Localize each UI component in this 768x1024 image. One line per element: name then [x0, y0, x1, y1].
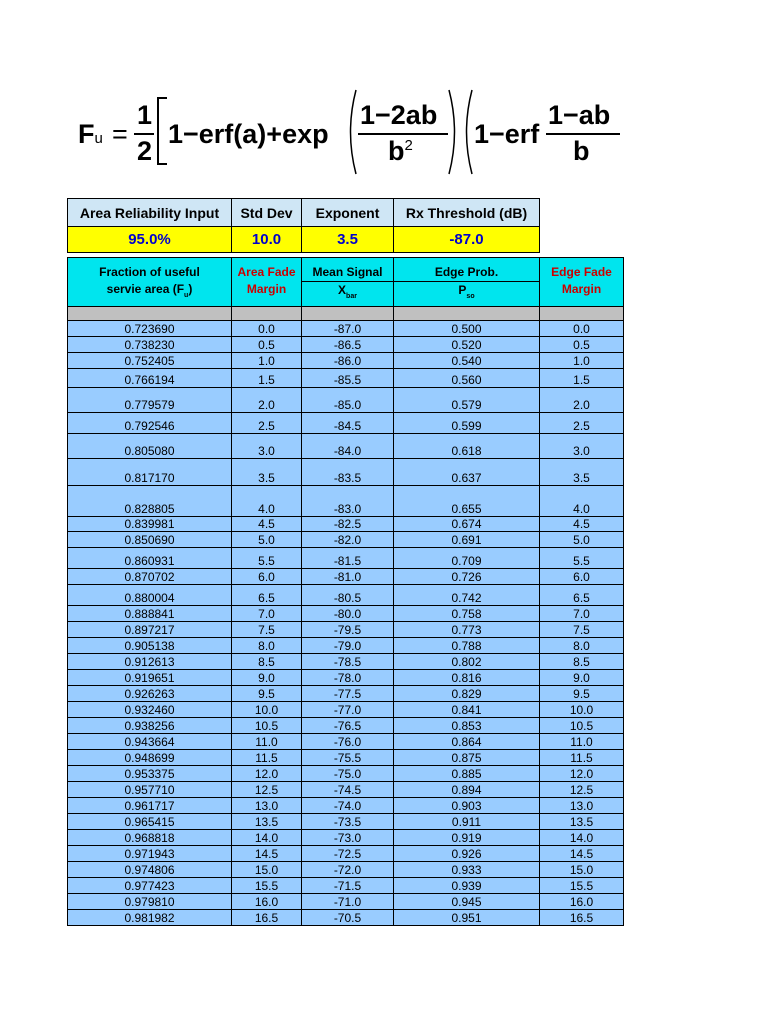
- table-row: [68, 718, 624, 734]
- col-header-edge-fade-line1: Edge Fade: [551, 265, 612, 279]
- mean-signal-cell[interactable]: -76.5: [302, 718, 394, 734]
- area-fade-cell[interactable]: 4.0: [232, 486, 302, 517]
- fraction-cell[interactable]: 0.880004: [68, 585, 232, 606]
- input-table: [67, 198, 540, 253]
- edge-prob-cell[interactable]: 0.926: [394, 846, 540, 862]
- exp-numerator: 1−2ab: [360, 100, 438, 130]
- exp-fraction-bar: [358, 133, 448, 135]
- fraction-cell[interactable]: 0.860931: [68, 548, 232, 569]
- table-row: [68, 388, 624, 413]
- fraction-cell[interactable]: 0.779579: [68, 388, 232, 413]
- edge-fade-cell[interactable]: 2.0: [540, 388, 624, 413]
- input-header-stddev: Std Dev: [232, 199, 302, 227]
- edge-fade-cell[interactable]: 4.5: [540, 517, 624, 532]
- fraction-cell[interactable]: 0.850690: [68, 532, 232, 548]
- mean-signal-cell[interactable]: -74.0: [302, 798, 394, 814]
- area-fade-cell[interactable]: 11.0: [232, 734, 302, 750]
- mean-signal-cell[interactable]: -79.0: [302, 638, 394, 654]
- col-header-edge-prob-line1: Edge Prob.: [434, 265, 499, 279]
- area-fade-cell[interactable]: 7.5: [232, 622, 302, 638]
- fraction-cell[interactable]: 0.752405: [68, 353, 232, 369]
- fraction-cell[interactable]: 0.981982: [68, 910, 232, 926]
- mean-signal-cell[interactable]: -75.5: [302, 750, 394, 766]
- fraction-cell[interactable]: 0.839981: [68, 517, 232, 532]
- edge-fade-cell[interactable]: 4.0: [540, 486, 624, 517]
- col-header-area-fade-line1: Area Fade: [237, 265, 296, 279]
- table-row: [68, 830, 624, 846]
- table-row: [68, 686, 624, 702]
- mean-signal-cell[interactable]: -70.5: [302, 910, 394, 926]
- area-fade-cell[interactable]: 4.5: [232, 517, 302, 532]
- area-fade-cell[interactable]: 14.0: [232, 830, 302, 846]
- edge-prob-cell[interactable]: 0.540: [394, 353, 540, 369]
- mean-signal-cell[interactable]: -86.0: [302, 353, 394, 369]
- table-row: [68, 486, 624, 517]
- col-header-fraction: [68, 258, 232, 307]
- table-row: [68, 766, 624, 782]
- area-fade-cell[interactable]: 15.0: [232, 862, 302, 878]
- table-row: [68, 606, 624, 622]
- area-fade-cell[interactable]: 2.5: [232, 413, 302, 434]
- fraction-cell[interactable]: 0.905138: [68, 638, 232, 654]
- table-row: [68, 321, 624, 337]
- area-fade-cell[interactable]: 9.0: [232, 670, 302, 686]
- edge-fade-cell[interactable]: 10.5: [540, 718, 624, 734]
- area-fade-cell[interactable]: 5.0: [232, 532, 302, 548]
- area-fade-cell[interactable]: 1.5: [232, 369, 302, 388]
- edge-prob-cell[interactable]: 0.875: [394, 750, 540, 766]
- edge-prob-cell[interactable]: 0.599: [394, 413, 540, 434]
- table-row: [68, 846, 624, 862]
- erf-denominator: b: [573, 136, 590, 166]
- area-fade-cell[interactable]: 5.5: [232, 548, 302, 569]
- col-header-mean-signal: [302, 258, 394, 307]
- mean-signal-cell[interactable]: -82.5: [302, 517, 394, 532]
- table-row: [68, 517, 624, 532]
- half-numerator: 1: [137, 100, 153, 130]
- edge-fade-cell[interactable]: 6.0: [540, 569, 624, 585]
- area-fade-cell[interactable]: 15.5: [232, 878, 302, 894]
- left-paren-icon: [344, 88, 358, 176]
- edge-fade-cell[interactable]: 16.0: [540, 894, 624, 910]
- spacer-cell: [232, 307, 302, 321]
- mean-signal-cell[interactable]: -71.5: [302, 878, 394, 894]
- formula-lhs: Fu: [78, 119, 103, 149]
- col-header-edge-prob: [394, 258, 540, 307]
- mean-signal-cell[interactable]: -71.0: [302, 894, 394, 910]
- spacer-cell: [302, 307, 394, 321]
- edge-fade-cell[interactable]: 5.5: [540, 548, 624, 569]
- edge-prob-cell[interactable]: 0.933: [394, 862, 540, 878]
- fraction-cell[interactable]: 0.897217: [68, 622, 232, 638]
- formula-part1: 1−erf(a)+exp: [168, 119, 329, 149]
- mean-signal-cell[interactable]: -85.5: [302, 369, 394, 388]
- edge-prob-cell[interactable]: 0.500: [394, 321, 540, 337]
- col-header-area-fade: [232, 258, 302, 307]
- edge-fade-cell[interactable]: 6.5: [540, 585, 624, 606]
- mean-signal-cell[interactable]: -80.0: [302, 606, 394, 622]
- edge-fade-cell[interactable]: 7.0: [540, 606, 624, 622]
- exponent-input[interactable]: 3.5: [302, 227, 394, 253]
- table-row: [68, 862, 624, 878]
- mean-signal-cell[interactable]: -86.5: [302, 337, 394, 353]
- edge-fade-cell[interactable]: 3.5: [540, 459, 624, 486]
- edge-fade-cell[interactable]: 1.0: [540, 353, 624, 369]
- mean-signal-cell[interactable]: -76.0: [302, 734, 394, 750]
- fraction-cell[interactable]: 0.805080: [68, 434, 232, 459]
- edge-prob-cell[interactable]: 0.788: [394, 638, 540, 654]
- col-header-area-fade-line2: Margin: [246, 282, 287, 296]
- table-row: [68, 532, 624, 548]
- table-row: [68, 434, 624, 459]
- input-header-reliability: Area Reliability Input: [68, 199, 232, 227]
- area-fade-cell[interactable]: 16.0: [232, 894, 302, 910]
- edge-prob-cell[interactable]: 0.758: [394, 606, 540, 622]
- edge-prob-cell[interactable]: 0.742: [394, 585, 540, 606]
- edge-fade-cell[interactable]: 9.0: [540, 670, 624, 686]
- std-dev-input[interactable]: 10.0: [232, 227, 302, 253]
- mean-signal-cell[interactable]: -80.5: [302, 585, 394, 606]
- area-fade-cell[interactable]: 13.5: [232, 814, 302, 830]
- mean-signal-cell[interactable]: -77.5: [302, 686, 394, 702]
- area-fade-cell[interactable]: 3.5: [232, 459, 302, 486]
- erf-numerator: 1−ab: [548, 100, 611, 130]
- edge-fade-cell[interactable]: 13.5: [540, 814, 624, 830]
- table-row: [68, 782, 624, 798]
- mean-signal-cell[interactable]: -81.5: [302, 548, 394, 569]
- table-row: [68, 910, 624, 926]
- mean-signal-cell[interactable]: -77.0: [302, 702, 394, 718]
- col-header-edge-fade-line2: Margin: [561, 282, 602, 296]
- edge-prob-cell[interactable]: 0.579: [394, 388, 540, 413]
- fraction-cell[interactable]: 0.828805: [68, 486, 232, 517]
- half-fraction-bar: [134, 133, 154, 135]
- table-row: [68, 638, 624, 654]
- edge-prob-cell[interactable]: 0.674: [394, 517, 540, 532]
- edge-prob-cell[interactable]: 0.841: [394, 702, 540, 718]
- table-row: [68, 413, 624, 434]
- table-row: [68, 459, 624, 486]
- mean-signal-cell[interactable]: -82.0: [302, 532, 394, 548]
- edge-prob-cell[interactable]: 0.691: [394, 532, 540, 548]
- fraction-cell[interactable]: 0.919651: [68, 670, 232, 686]
- fraction-cell[interactable]: 0.938256: [68, 718, 232, 734]
- table-row: [68, 670, 624, 686]
- fraction-cell[interactable]: 0.974806: [68, 862, 232, 878]
- fraction-cell[interactable]: 0.738230: [68, 337, 232, 353]
- mean-signal-cell[interactable]: -74.5: [302, 782, 394, 798]
- table-row: [68, 654, 624, 670]
- table-row: [68, 894, 624, 910]
- edge-fade-cell[interactable]: 2.5: [540, 413, 624, 434]
- area-fade-cell[interactable]: 8.5: [232, 654, 302, 670]
- edge-prob-cell[interactable]: 0.802: [394, 654, 540, 670]
- mean-signal-cell[interactable]: -81.0: [302, 569, 394, 585]
- mean-signal-cell[interactable]: -84.0: [302, 434, 394, 459]
- mean-signal-cell[interactable]: -73.0: [302, 830, 394, 846]
- edge-prob-cell[interactable]: 0.894: [394, 782, 540, 798]
- fraction-cell[interactable]: 0.766194: [68, 369, 232, 388]
- area-fade-cell[interactable]: 6.0: [232, 569, 302, 585]
- area-fade-cell[interactable]: 16.5: [232, 910, 302, 926]
- edge-fade-cell[interactable]: 0.5: [540, 337, 624, 353]
- edge-prob-cell[interactable]: 0.853: [394, 718, 540, 734]
- edge-fade-cell[interactable]: 15.5: [540, 878, 624, 894]
- edge-fade-cell[interactable]: 12.5: [540, 782, 624, 798]
- edge-fade-cell[interactable]: 10.0: [540, 702, 624, 718]
- table-row: [68, 622, 624, 638]
- col-header-mean-signal-line1: Mean Signal: [312, 265, 383, 279]
- table-row: [68, 814, 624, 830]
- col-header-fraction-line2: servie area $(F_u)$: [106, 282, 193, 299]
- left-bracket-icon: [155, 96, 169, 166]
- edge-prob-cell[interactable]: 0.816: [394, 670, 540, 686]
- edge-fade-cell[interactable]: 12.0: [540, 766, 624, 782]
- col-header-mean-signal-line2: $X_{bar}$: [302, 281, 393, 301]
- fraction-cell[interactable]: 0.948699: [68, 750, 232, 766]
- col-header-edge-fade: [540, 258, 624, 307]
- results-body: [68, 321, 624, 926]
- area-fade-cell[interactable]: 10.0: [232, 702, 302, 718]
- fraction-cell[interactable]: 0.888841: [68, 606, 232, 622]
- fraction-cell[interactable]: 0.792546: [68, 413, 232, 434]
- mean-signal-cell[interactable]: -78.5: [302, 654, 394, 670]
- fraction-cell[interactable]: 0.817170: [68, 459, 232, 486]
- fraction-cell[interactable]: 0.965415: [68, 814, 232, 830]
- area-fade-cell[interactable]: 13.0: [232, 798, 302, 814]
- fraction-cell[interactable]: 0.957710: [68, 782, 232, 798]
- edge-fade-cell[interactable]: 8.0: [540, 638, 624, 654]
- edge-prob-cell[interactable]: 0.939: [394, 878, 540, 894]
- edge-prob-cell[interactable]: 0.520: [394, 337, 540, 353]
- rx-threshold-input[interactable]: -87.0: [394, 227, 540, 253]
- edge-fade-cell[interactable]: 14.5: [540, 846, 624, 862]
- edge-prob-cell[interactable]: 0.618: [394, 434, 540, 459]
- input-header-exponent: Exponent: [302, 199, 394, 227]
- mean-signal-cell[interactable]: -87.0: [302, 321, 394, 337]
- mean-signal-cell[interactable]: -75.0: [302, 766, 394, 782]
- mean-signal-cell[interactable]: -72.0: [302, 862, 394, 878]
- mean-signal-cell[interactable]: -84.5: [302, 413, 394, 434]
- mean-signal-cell[interactable]: -85.0: [302, 388, 394, 413]
- area-fade-cell[interactable]: 9.5: [232, 686, 302, 702]
- col-header-edge-prob-line2: $P_{so}$: [394, 281, 539, 301]
- edge-prob-cell[interactable]: 0.829: [394, 686, 540, 702]
- area-fade-cell[interactable]: 0.5: [232, 337, 302, 353]
- edge-fade-cell[interactable]: 9.5: [540, 686, 624, 702]
- edge-prob-cell[interactable]: 0.919: [394, 830, 540, 846]
- table-row: [68, 798, 624, 814]
- results-table: [67, 257, 624, 926]
- fraction-cell[interactable]: 0.968818: [68, 830, 232, 846]
- edge-prob-cell[interactable]: 0.655: [394, 486, 540, 517]
- table-row: [68, 878, 624, 894]
- fraction-cell[interactable]: 0.979810: [68, 894, 232, 910]
- exp-denominator: $b^2$: [388, 136, 413, 166]
- area-fade-cell[interactable]: 0.0: [232, 321, 302, 337]
- area-fade-cell[interactable]: 6.5: [232, 585, 302, 606]
- edge-prob-cell[interactable]: 0.709: [394, 548, 540, 569]
- edge-fade-cell[interactable]: 7.5: [540, 622, 624, 638]
- edge-fade-cell[interactable]: 3.0: [540, 434, 624, 459]
- area-fade-cell[interactable]: 14.5: [232, 846, 302, 862]
- spacer-cell: [394, 307, 540, 321]
- table-row: [68, 585, 624, 606]
- edge-prob-cell[interactable]: 0.911: [394, 814, 540, 830]
- edge-fade-cell[interactable]: 14.0: [540, 830, 624, 846]
- mean-signal-cell[interactable]: -73.5: [302, 814, 394, 830]
- edge-fade-cell[interactable]: 16.5: [540, 910, 624, 926]
- table-row: [68, 750, 624, 766]
- area-fade-cell[interactable]: 12.0: [232, 766, 302, 782]
- erf-fraction-bar: [546, 133, 620, 135]
- edge-fade-cell[interactable]: 11.5: [540, 750, 624, 766]
- fraction-cell[interactable]: 0.932460: [68, 702, 232, 718]
- spacer-cell: [68, 307, 232, 321]
- fraction-cell[interactable]: 0.723690: [68, 321, 232, 337]
- formula-equals: =: [112, 119, 128, 149]
- fraction-cell[interactable]: 0.961717: [68, 798, 232, 814]
- table-row: [68, 569, 624, 585]
- table-row: [68, 337, 624, 353]
- area-fade-cell[interactable]: 12.5: [232, 782, 302, 798]
- fraction-cell[interactable]: 0.912613: [68, 654, 232, 670]
- col-header-fraction-line1: Fraction of useful: [99, 265, 200, 279]
- area-reliability-input[interactable]: 95.0%: [68, 227, 232, 253]
- edge-fade-cell[interactable]: 15.0: [540, 862, 624, 878]
- edge-prob-cell[interactable]: 0.945: [394, 894, 540, 910]
- mean-signal-cell[interactable]: -83.0: [302, 486, 394, 517]
- area-fade-cell[interactable]: 2.0: [232, 388, 302, 413]
- area-fade-cell[interactable]: 7.0: [232, 606, 302, 622]
- mean-signal-cell[interactable]: -78.0: [302, 670, 394, 686]
- area-fade-cell[interactable]: 3.0: [232, 434, 302, 459]
- formula: [60, 88, 700, 188]
- area-fade-cell[interactable]: 11.5: [232, 750, 302, 766]
- edge-prob-cell[interactable]: 0.903: [394, 798, 540, 814]
- area-fade-cell[interactable]: 1.0: [232, 353, 302, 369]
- edge-prob-cell[interactable]: 0.773: [394, 622, 540, 638]
- area-fade-cell[interactable]: 10.5: [232, 718, 302, 734]
- edge-prob-cell[interactable]: 0.885: [394, 766, 540, 782]
- right-paren-icon: [447, 88, 461, 176]
- input-header-rx-threshold: Rx Threshold (dB): [394, 199, 540, 227]
- spacer-cell: [540, 307, 624, 321]
- edge-fade-cell[interactable]: 8.5: [540, 654, 624, 670]
- table-row: [68, 369, 624, 388]
- left-paren-2-icon: [460, 88, 474, 176]
- edge-prob-cell[interactable]: 0.560: [394, 369, 540, 388]
- edge-fade-cell[interactable]: 11.0: [540, 734, 624, 750]
- table-row: [68, 353, 624, 369]
- edge-prob-cell[interactable]: 0.951: [394, 910, 540, 926]
- table-row: [68, 702, 624, 718]
- edge-fade-cell[interactable]: 5.0: [540, 532, 624, 548]
- half-denominator: 2: [137, 136, 153, 166]
- fraction-cell[interactable]: 0.870702: [68, 569, 232, 585]
- table-row: [68, 548, 624, 569]
- mean-signal-cell[interactable]: -79.5: [302, 622, 394, 638]
- formula-part2: 1−erf: [474, 119, 540, 149]
- fraction-cell[interactable]: 0.953375: [68, 766, 232, 782]
- mean-signal-cell[interactable]: -72.5: [302, 846, 394, 862]
- area-fade-cell[interactable]: 8.0: [232, 638, 302, 654]
- edge-fade-cell[interactable]: 13.0: [540, 798, 624, 814]
- fraction-cell[interactable]: 0.926263: [68, 686, 232, 702]
- mean-signal-cell[interactable]: -83.5: [302, 459, 394, 486]
- edge-prob-cell[interactable]: 0.864: [394, 734, 540, 750]
- edge-prob-cell[interactable]: 0.726: [394, 569, 540, 585]
- table-row: [68, 734, 624, 750]
- edge-prob-cell[interactable]: 0.637: [394, 459, 540, 486]
- edge-fade-cell[interactable]: 1.5: [540, 369, 624, 388]
- fraction-cell[interactable]: 0.971943: [68, 846, 232, 862]
- fraction-cell[interactable]: 0.977423: [68, 878, 232, 894]
- edge-fade-cell[interactable]: 0.0: [540, 321, 624, 337]
- fraction-cell[interactable]: 0.943664: [68, 734, 232, 750]
